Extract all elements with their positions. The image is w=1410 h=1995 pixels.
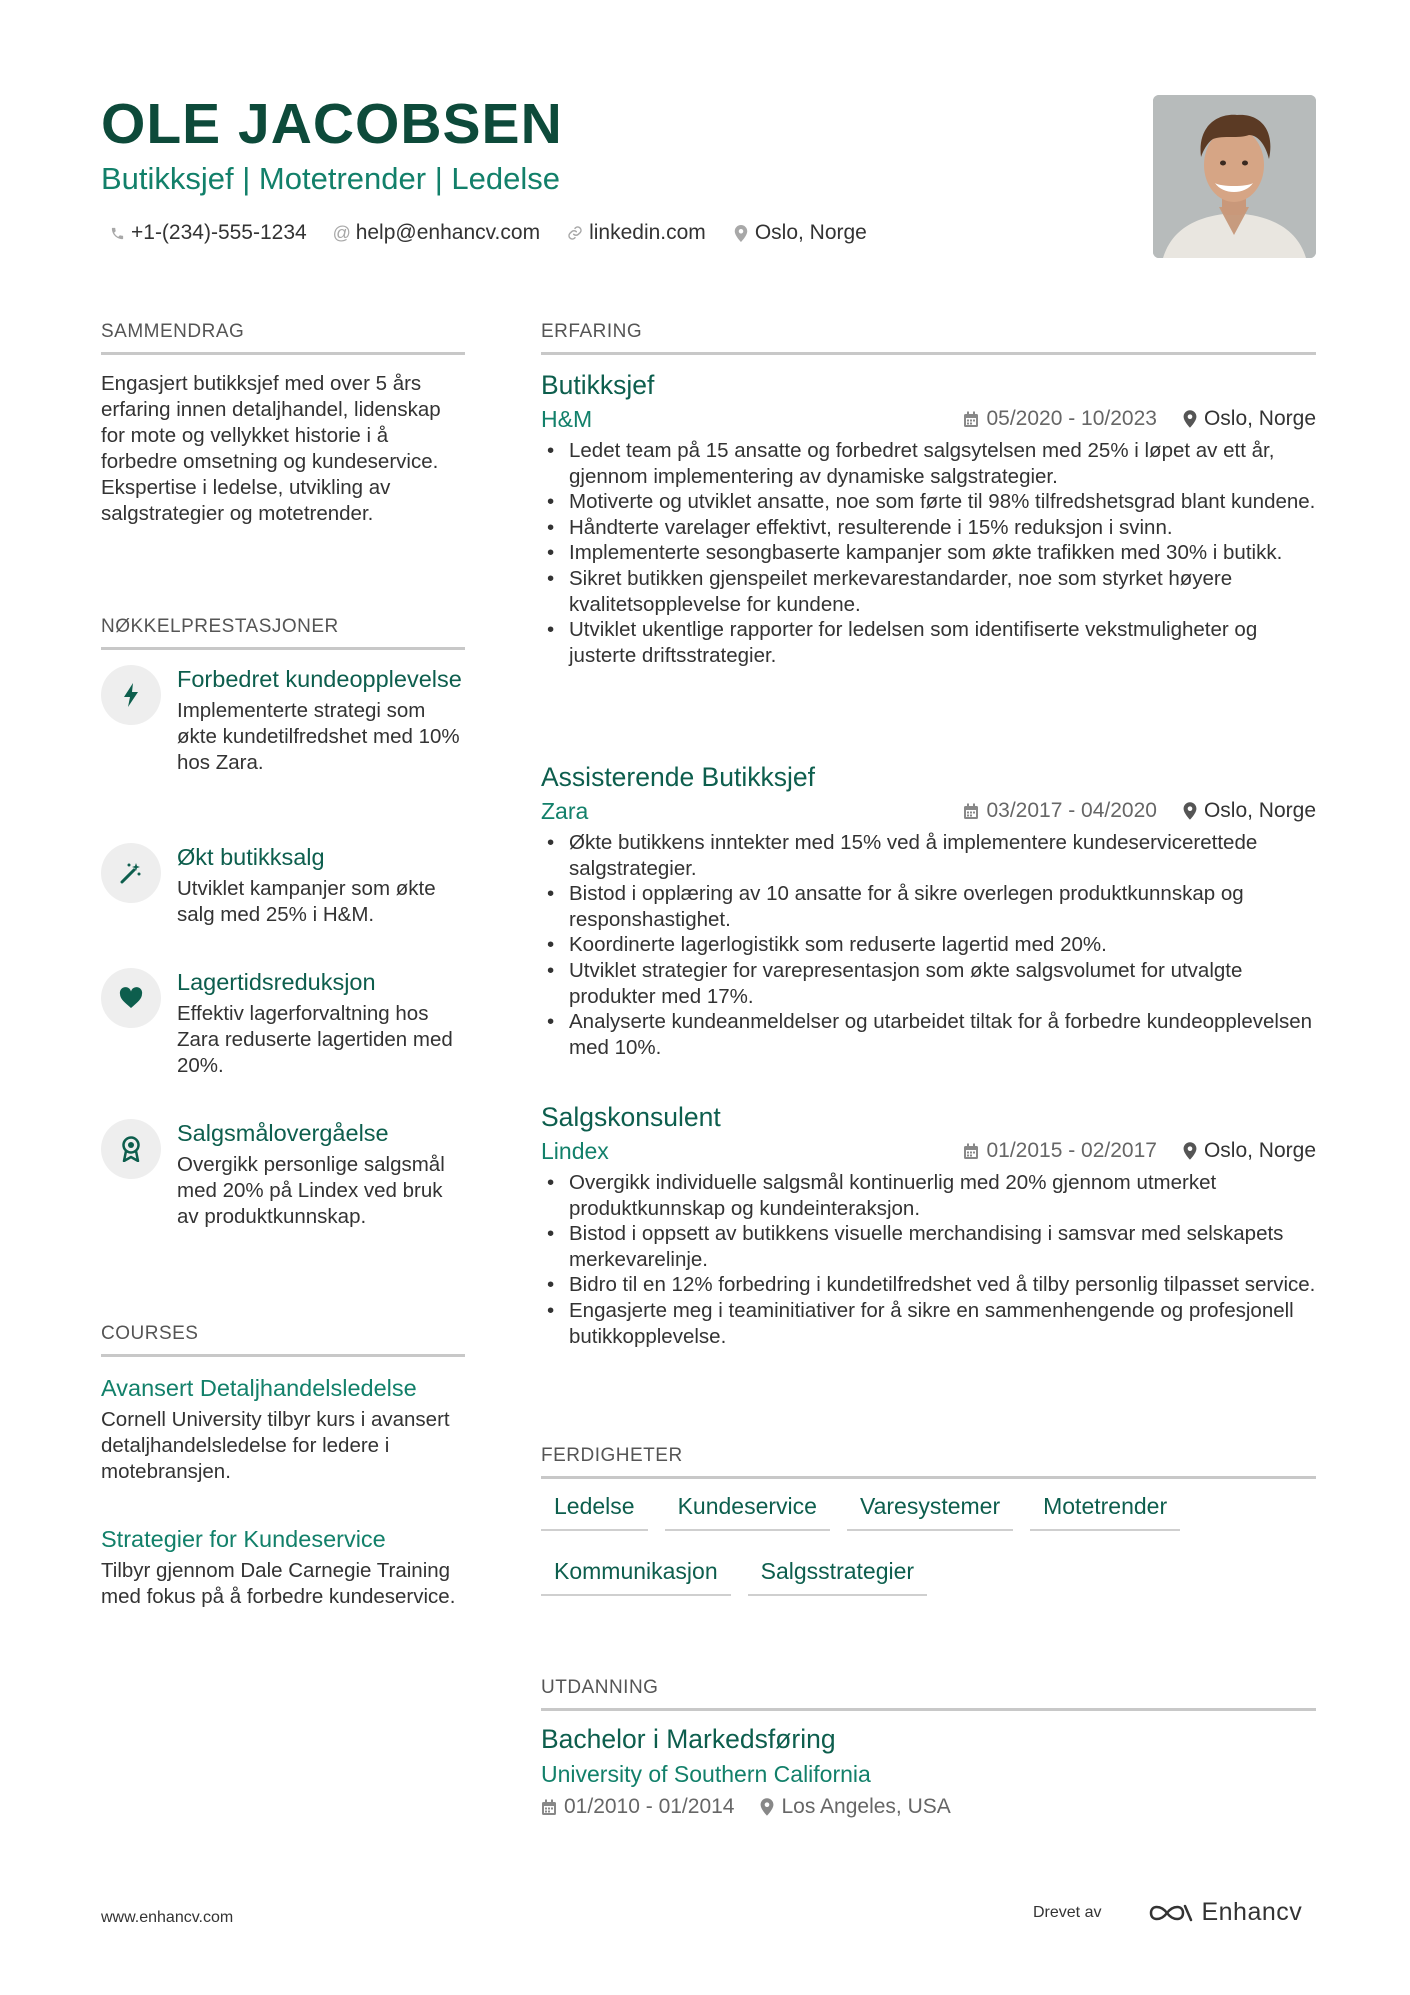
location-pin-icon	[1183, 802, 1197, 820]
job-company: Lindex	[541, 1137, 609, 1164]
job-location: Oslo, Norge	[1203, 1139, 1316, 1162]
contact-phone[interactable]	[108, 219, 307, 247]
job-company: H&M	[541, 405, 593, 432]
job-dates: 05/2020 - 10/2023	[986, 407, 1157, 430]
contact-linkedin[interactable]	[566, 219, 706, 247]
courses-heading: COURSES	[101, 1322, 465, 1357]
course-title: Avansert Detaljhandelsledelse	[101, 1375, 417, 1401]
job-entry	[541, 368, 1316, 668]
powered-by-label: Drevet av	[1033, 1903, 1102, 1921]
job-bullet: • Håndterte varelager effektivt, resulterende i 15% reduksjon i svinn.	[541, 515, 1316, 541]
job-location: Oslo, Norge	[1203, 799, 1316, 822]
job-dates: 01/2015 - 02/2017	[986, 1139, 1157, 1162]
contact-email[interactable]	[333, 219, 540, 247]
job-bullet: • Implementerte sesongbaserte kampanjer som økte trafikken med 30% i butikk.	[541, 540, 1316, 566]
skills-heading: FERDIGHETER	[541, 1444, 1316, 1479]
course-item	[101, 1524, 465, 1610]
job-bullet: • Bistod i opplæring av 10 ansatte for å sikre overlegen produktkunnskap og responshastighet.	[541, 881, 1316, 932]
location-pin-icon	[1183, 1142, 1197, 1160]
education-dates: 01/2010 - 01/2014	[564, 1795, 735, 1818]
job-bullets	[541, 1170, 1316, 1349]
heart-icon	[101, 968, 161, 1028]
summary-text: Engasjert butikksjef med over 5 års erfaring innen detaljhandel, lidenskap for mote og vellykket historie i å forbedre omsetning og kundeservice. Ekspertise i ledelse, utvikling av salgstrategier og motetrender.	[101, 372, 441, 525]
contact-row	[108, 219, 893, 247]
job-bullet: • Sikret butikken gjenspeilet merkevarestandarder, noe som styrket høyere kvalitetsopplevelse for kundene.	[541, 566, 1316, 617]
achievement-item	[101, 843, 465, 928]
candidate-name: OLE JACOBSEN	[101, 92, 563, 156]
course-text: Cornell University tilbyr kurs i avansert detaljhandelsledelse for ledere i motebransjen.	[101, 1408, 450, 1483]
job-bullet: • Utviklet strategier for varepresentasjon som økte salgsvolumet for utvalgte produkter med 17%.	[541, 958, 1316, 1009]
contact-location	[732, 219, 867, 247]
job-bullet: • Koordinerte lagerlogistikk som reduserte lagertid med 20%.	[541, 932, 1316, 958]
job-location: Oslo, Norge	[1203, 407, 1316, 430]
job-title: Assisterende Butikksjef	[541, 762, 815, 792]
summary-heading: SAMMENDRAG	[101, 320, 465, 355]
skills-list	[541, 1490, 1316, 1620]
achievement-text: Overgikk personlige salgsmål med 20% på Lindex ved bruk av produktkunnskap.	[177, 1153, 445, 1228]
job-bullets	[541, 438, 1316, 668]
job-entry	[541, 1100, 1316, 1349]
achievement-text: Implementerte strategi som økte kundetilfredshet med 10% hos Zara.	[177, 699, 460, 774]
footer-brand	[1033, 1898, 1302, 1927]
job-bullet: • Motiverte og utviklet ansatte, noe som førte til 98% tilfredshetsgrad blant kundene.	[541, 489, 1316, 515]
footer-website[interactable]: www.enhancv.com	[101, 1909, 234, 1926]
location-pin-icon	[1183, 410, 1197, 428]
calendar-icon	[963, 803, 979, 820]
achievement-title: Lagertidsreduksjon	[177, 969, 376, 995]
linkedin-text: linkedin.com	[589, 221, 706, 244]
achievement-text: Utviklet kampanjer som økte salg med 25% i H&M.	[177, 877, 436, 926]
achievement-item	[101, 968, 465, 1079]
job-bullet: • Engasjerte meg i teaminitiativer for å sikre en sammenhengende og profesjonell butikkopplevelse.	[541, 1298, 1316, 1349]
phone-icon	[108, 224, 126, 242]
calendar-icon	[541, 1799, 557, 1816]
job-bullet: • Økte butikkens inntekter med 15% ved å implementere kundeservicerettede salgstrategier.	[541, 830, 1316, 881]
job-title: Salgskonsulent	[541, 1102, 721, 1132]
skill-tag: Motetrender	[1030, 1490, 1180, 1531]
achievement-title: Økt butikksalg	[177, 844, 325, 870]
achievement-title: Forbedret kundeopplevelse	[177, 666, 462, 692]
at-icon: @	[332, 223, 351, 243]
job-entry	[541, 760, 1316, 1060]
degree-title: Bachelor i Markedsføring	[541, 1724, 836, 1754]
skill-tag: Kundeservice	[665, 1490, 830, 1531]
skill-tag: Kommunikasjon	[541, 1555, 731, 1596]
skill-tag: Salgsstrategier	[748, 1555, 927, 1596]
school-name: University of Southern California	[541, 1761, 871, 1787]
job-dates: 03/2017 - 04/2020	[986, 799, 1157, 822]
job-bullet: • Utviklet ukentlige rapporter for ledelsen som identifiserte vekstmuligheter og justerte driftsstrategier.	[541, 617, 1316, 668]
achievement-item	[101, 1119, 465, 1230]
location-pin-icon	[732, 224, 750, 242]
job-bullet: • Analyserte kundeanmeldelser og utarbeidet tiltak for å forbedre kundeopplevelsen med 10%.	[541, 1009, 1316, 1060]
location-text: Oslo, Norge	[754, 221, 867, 244]
job-company: Zara	[541, 797, 589, 824]
experience-heading: ERFARING	[541, 320, 1316, 355]
job-bullet: • Overgikk individuelle salgsmål kontinuerlig med 20% gjennom utmerket produktkunnskap og kundeinteraksjon.	[541, 1170, 1316, 1221]
enhancv-logo[interactable]	[1147, 1898, 1302, 1927]
calendar-icon	[963, 411, 979, 428]
achievements-heading: NØKKELPRESTASJONER	[101, 615, 465, 650]
course-title: Strategier for Kundeservice	[101, 1526, 386, 1552]
email-text: help@enhancv.com	[355, 221, 541, 244]
link-icon	[566, 224, 584, 242]
location-pin-icon	[760, 1798, 774, 1816]
course-text: Tilbyr gjennom Dale Carnegie Training med fokus på å forbedre kundeservice.	[101, 1559, 456, 1608]
award-icon	[101, 1119, 161, 1179]
bolt-icon	[101, 665, 161, 725]
education-entry	[541, 1722, 1316, 1822]
course-item	[101, 1373, 465, 1485]
enhancv-logo-text: Enhancv	[1201, 1898, 1303, 1926]
job-bullet: • Bidro til en 12% forbedring i kundetilfredshet ved å tilby personlig tilpasset service.	[541, 1272, 1316, 1298]
calendar-icon	[963, 1143, 979, 1160]
achievement-text: Effektiv lagerforvaltning hos Zara reduserte lagertiden med 20%.	[177, 1002, 453, 1077]
skill-tag: Varesystemer	[847, 1490, 1013, 1531]
profile-photo	[1153, 95, 1316, 258]
skill-tag: Ledelse	[541, 1490, 648, 1531]
magic-wand-icon	[101, 843, 161, 903]
education-heading: UTDANNING	[541, 1676, 1316, 1711]
education-location: Los Angeles, USA	[781, 1795, 951, 1818]
phone-text: +1-(234)-555-1234	[131, 221, 307, 244]
achievement-title: Salgsmålovergåelse	[177, 1120, 389, 1146]
job-title: Butikksjef	[541, 370, 655, 400]
enhancv-logo-icon	[1147, 1900, 1195, 1926]
achievement-item	[101, 665, 465, 776]
job-bullet: • Ledet team på 15 ansatte og forbedret salgsytelsen med 25% i løpet av ett år, gjennom implementering av dynamiske salgstrategier.	[541, 438, 1316, 489]
job-bullets	[541, 830, 1316, 1060]
candidate-headline: Butikksjef | Motetrender | Ledelse	[101, 161, 560, 196]
job-bullet: • Bistod i oppsett av butikkens visuelle merchandising i samsvar med selskapets merkevarelinje.	[541, 1221, 1316, 1272]
